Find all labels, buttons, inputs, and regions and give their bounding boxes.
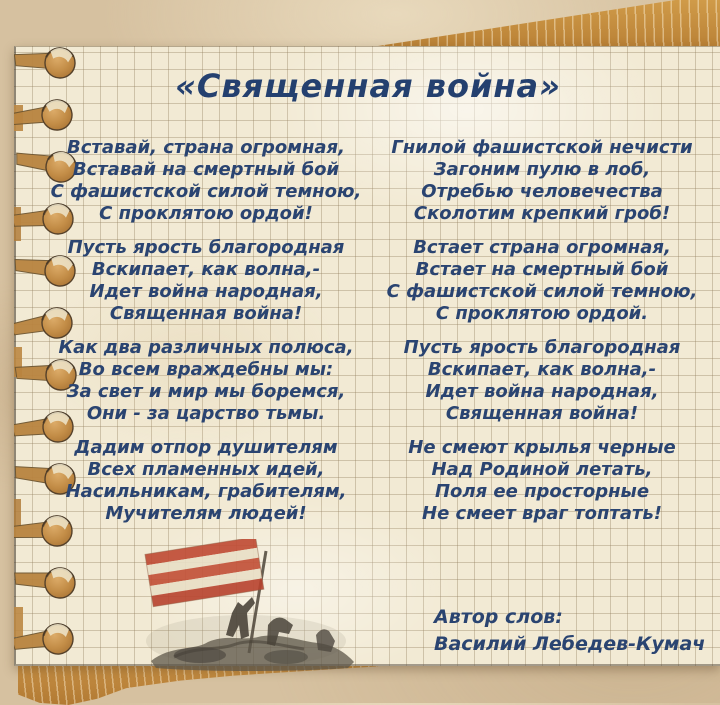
poem-line: Пусть ярость благородная (67, 237, 345, 258)
poem-line: Вставай на смертный бой (72, 159, 340, 180)
stanza (38, 237, 374, 325)
poem-line: Всех пламенных идей, (87, 459, 325, 480)
poem-line: С фашистской силой темною, (50, 181, 362, 202)
stanza (38, 137, 374, 225)
author-credit-label: Автор слов: (434, 606, 563, 628)
poem-line: Как два различных полюса, (58, 337, 354, 358)
poem-line: Во всем враждебны мы: (78, 359, 334, 380)
poem-column-right (374, 137, 710, 537)
poem-line: За свет и мир мы боремся, (66, 381, 346, 402)
poem-line: Встает на смертный бой (415, 259, 669, 280)
poem-line: Насильникам, грабителям, (65, 481, 347, 502)
poem-line: Сколотим крепкий гроб! (413, 203, 671, 224)
poem-columns (16, 137, 720, 537)
stanza (374, 137, 710, 225)
poem-line: Не смеют крылья черные (408, 437, 676, 458)
poem-line: Вскипает, как волна,- (91, 259, 321, 280)
author-credit (434, 604, 705, 658)
poem-line: Вскипает, как волна,- (427, 359, 657, 380)
author-credit-name: Василий Лебедев-Кумач (434, 633, 706, 655)
stanza (38, 437, 374, 525)
poem-line: Идет война народная, (89, 281, 323, 302)
poem-line: Священная война! (445, 403, 639, 424)
poem-line: Идет война народная, (425, 381, 659, 402)
page-title: «Священная война» (175, 67, 561, 105)
poem-line: Они - за царство тьмы. (86, 403, 326, 424)
poem-line: С фашистской силой темною, (386, 281, 698, 302)
poem-line: Отребью человечества (421, 181, 663, 202)
poem-line: Не смеет враг топтать! (422, 503, 662, 524)
poem-line: Пусть ярость благородная (403, 337, 681, 358)
stanza (374, 437, 710, 525)
poem-line: Гнилой фашистской нечисти (391, 137, 693, 158)
poem-line: С проклятою ордой. (435, 303, 649, 324)
poem-line: Загоним пулю в лоб, (433, 159, 651, 180)
stanza (374, 337, 710, 425)
poem-line: Поля ее просторные (434, 481, 650, 502)
poem-line: Над Родиной летать, (431, 459, 653, 480)
stanza (374, 237, 710, 325)
poem-line: Вставай, страна огромная, (67, 137, 345, 158)
poem-line: Священная война! (109, 303, 303, 324)
poem-line: Дадим отпор душителям (74, 437, 338, 458)
poem-line: С проклятою ордой! (99, 203, 313, 224)
poem-column-left (38, 137, 374, 537)
notebook-page (14, 46, 720, 666)
stanza (38, 337, 374, 425)
poem-line: Встает страна огромная, (413, 237, 671, 258)
poem-line: Мучителям людей! (105, 503, 307, 524)
